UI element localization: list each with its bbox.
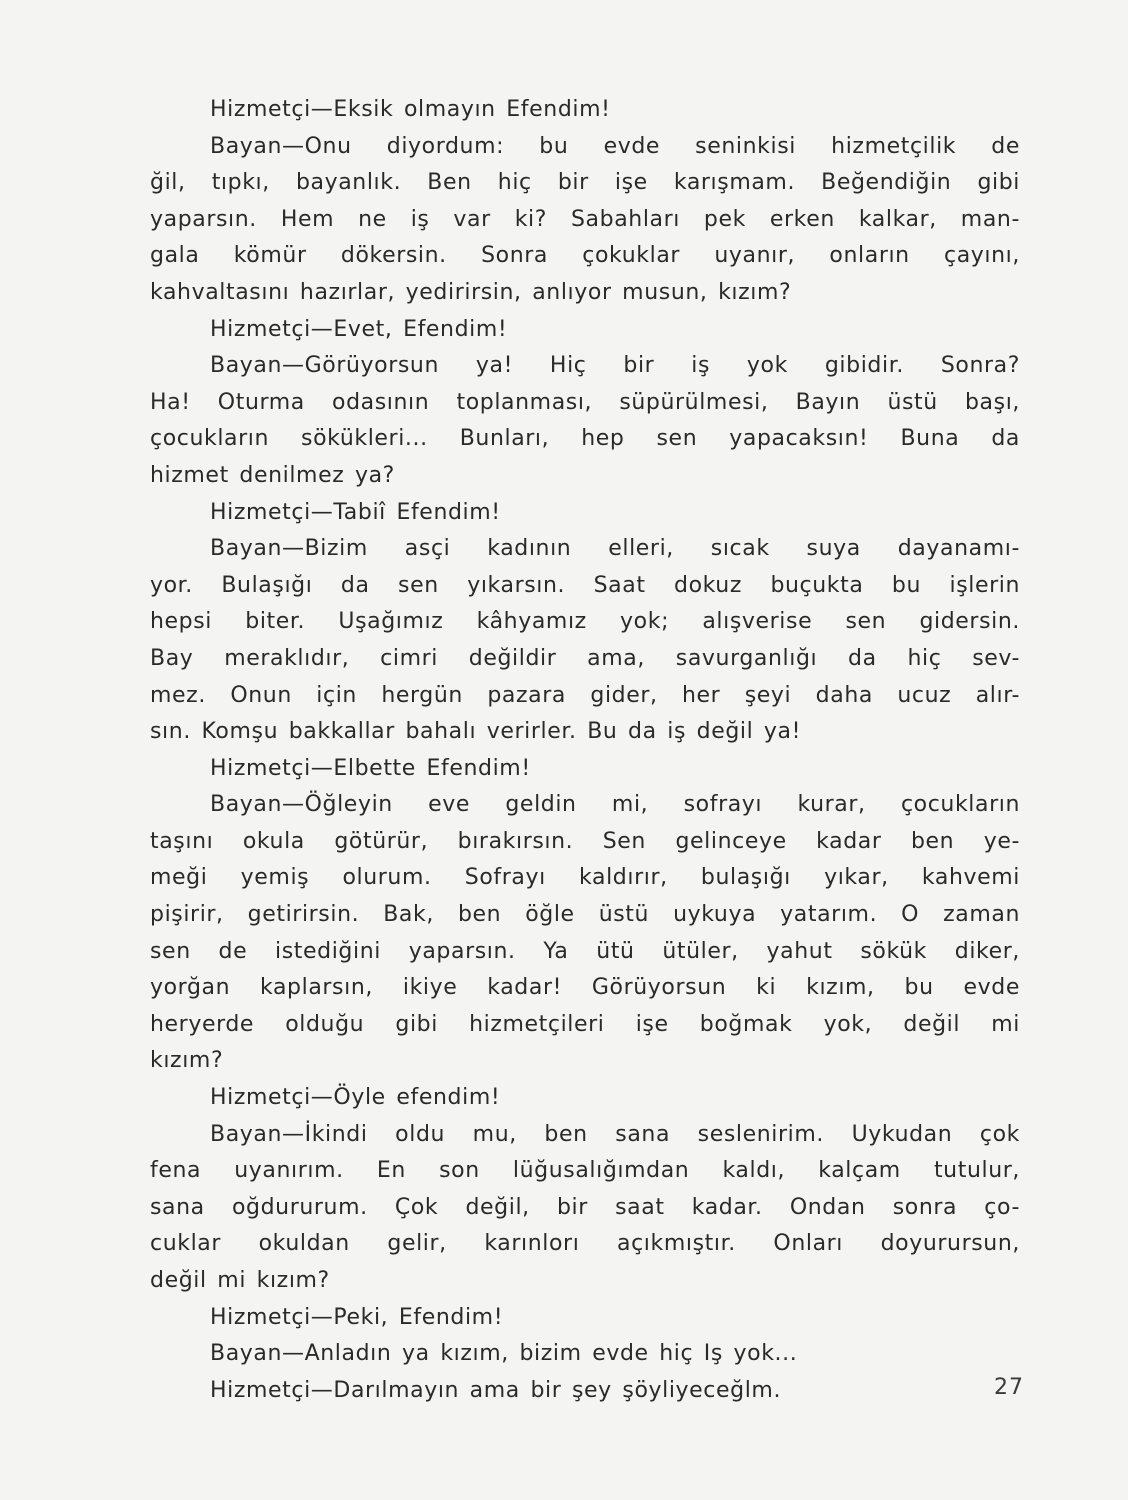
text-line: Hizmetçi—Tabiî Efendim! <box>210 499 501 525</box>
text-line: Hizmetçi—Öyle efendim! <box>210 1085 501 1111</box>
text-line: Hizmetçi—Peki, Efendim! <box>210 1304 504 1330</box>
text-line: Bayan—İkindi oldu mu, ben sana seslenirim. Uykudan çok <box>210 1121 1020 1147</box>
text-line: Hizmetçi—Evet, Efendim! <box>210 316 508 342</box>
text-line: kahvaltasını hazırlar, yedirirsin, anlıyor musun, kızım? <box>150 279 792 305</box>
text-line: Ha! Oturma odasının toplanması, süpürülmesi, Bayın üstü başı, <box>150 389 1020 415</box>
text-line: mez. Onun için hergün pazara gider, her şeyi daha ucuz alır- <box>150 682 1020 708</box>
text-line: sana oğdururum. Çok değil, bir saat kadar. Ondan sonra ço- <box>150 1194 1020 1220</box>
text-line: hepsi biter. Uşağımız kâhyamız yok; alışverise sen gidersin. <box>150 609 1020 635</box>
dialogue-text <box>150 92 1020 1409</box>
text-line: kızım? <box>150 1048 224 1074</box>
text-line: ğil, tıpkı, bayanlık. Ben hiç bir işe karışmam. Beğendiğin gibi <box>150 170 1020 196</box>
text-line: Bayan—Anladın ya kızım, bizim evde hiç Iş yok... <box>210 1341 798 1367</box>
text-line: Bay meraklıdır, cimri değildir ama, savurganlığı da hiç sev- <box>150 645 1020 671</box>
text-line: taşını okula götürür, bırakırsın. Sen gelinceye kadar ben ye- <box>150 828 1020 854</box>
text-line: yaparsın. Hem ne iş var ki? Sabahları pek erken kalkar, man- <box>150 206 1020 232</box>
text-line: değil mi kızım? <box>150 1268 330 1293</box>
text-line: heryerde olduğu gibi hizmetçileri işe boğmak yok, değil mi <box>150 1011 1020 1037</box>
text-line: Bayan—Görüyorsun ya! Hiç bir iş yok gibidir. Sonra? <box>210 353 1020 379</box>
text-line: gala kömür dökersin. Sonra çokuklar uyanır, onların çayını, <box>150 243 1020 269</box>
text-line: Hizmetçi—Elbette Efendim! <box>210 755 531 781</box>
text-line: Bayan—Öğleyin eve geldin mi, sofrayı kurar, çocukların <box>210 792 1020 818</box>
text-line: yorğan kaplarsın, ikiye kadar! Görüyorsun ki kızım, bu evde <box>150 975 1020 1001</box>
text-line: yor. Bulaşığı da sen yıkarsın. Saat dokuz buçukta bu işlerin <box>150 572 1020 598</box>
text-line: Hizmetçi—Eksik olmayın Efendim! <box>210 97 611 122</box>
text-line: cuklar okuldan gelir, karınlorı açıkmıştır. Onları doyurursun, <box>150 1231 1020 1257</box>
text-line: pişirir, getirirsin. Bak, ben öğle üstü uykuya yatarım. O zaman <box>150 902 1020 928</box>
text-line: çocukların sökükleri... Bunları, hep sen yapacaksın! Buna da <box>150 426 1020 452</box>
text-line: fena uyanırım. En son lüğusalığımdan kaldı, kalçam tutulur, <box>150 1158 1020 1184</box>
text-line: Hizmetçi—Darılmayın ama bir şey şöyliyeceğlm. <box>210 1377 782 1403</box>
page-number: 27 <box>994 1375 1024 1400</box>
text-line: meği yemiş olurum. Sofrayı kaldırır, bulaşığı yıkar, kahvemi <box>150 865 1020 891</box>
text-line: sen de istediğini yaparsın. Ya ütü ütüler, yahut sökük diker, <box>150 938 1020 964</box>
text-line: sın. Komşu bakkallar bahalı verirler. Bu da iş değil ya! <box>150 719 802 745</box>
text-line: hizmet denilmez ya? <box>150 462 395 488</box>
text-line: Bayan—Onu diyordum: bu evde seninkisi hizmetçilik de <box>210 133 1020 159</box>
text-line: Bayan—Bizim asçi kadının elleri, sıcak suya dayanamı- <box>210 536 1020 562</box>
